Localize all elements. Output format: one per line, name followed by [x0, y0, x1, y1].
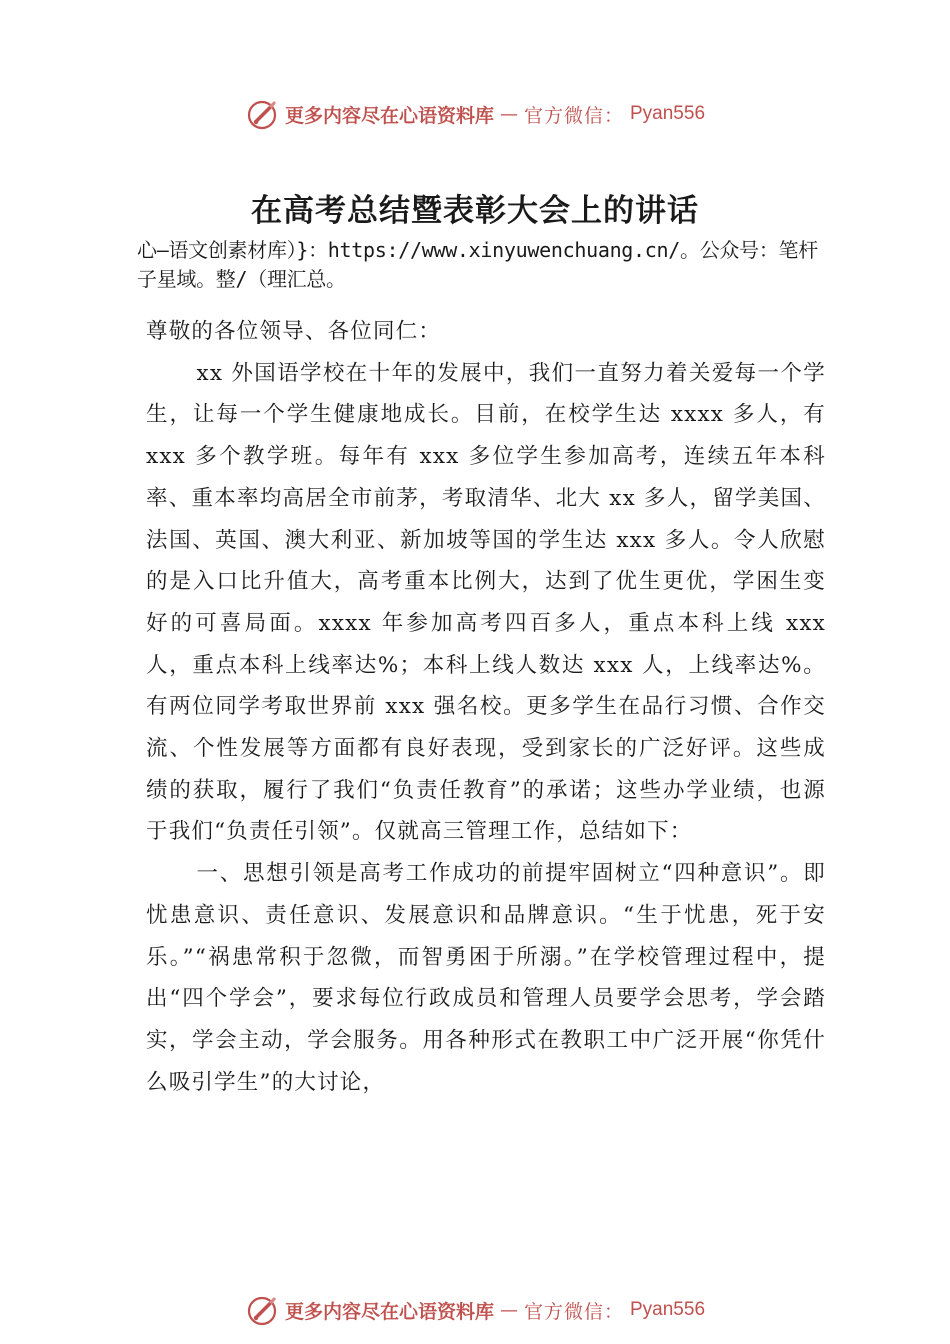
- paragraph: 一、思想引领是高考工作成功的前提牢固树立“四种意识”。即忧患意识、责任意识、发展意识和品牌意识。“生于忧患，死于安乐。”“祸患常积于忽微，而智勇困于所溺。”在学校管理过程中，提出“四个学会”，要求每位行政成员和管理人员要学会思考，学会踏实，学会主动，学会服务。用各种形式在教职工中广泛开展“你凭什么吸引学生”的大讨论，: [146, 861, 826, 1095]
- paragraph: xx 外国语学校在十年的发展中，我们一直努力着关爱每一个学生，让每一个学生健康地成长。目前，在校学生达 xxxx 多人，有 xxx 多个教学班。每年有 xxx 多位学生参加高考，连续五年本科率、重本率均高居全市前茅，考取清华、北大 xx 多人，留学美国、法国、英国、澳大利亚、新加坡等国的学生达 xxx 多人。令人欣慰的是入口比升值大，高考重本比例大，达到了优生更优，学困生变好的可喜局面。xxxx 年参加高考四百多人，重点本科上线 xxx 人，重点本科上线率达%；本科上线人数达 xxx 人，上线率达%。有两位同学考取世界前 xxx 强名校。更多学生在品行习惯、合作交流、个性发展等方面都有良好表现，受到家长的广泛好评。这些成绩的获取，履行了我们“负责任教育”的承诺；这些办学业绩，也源于我们“负责任引领”。仅就高三管理工作，总结如下：: [146, 360, 826, 845]
- banner-separator: —: [499, 1299, 518, 1321]
- salutation: 尊敬的各位领导、各位同仁：: [146, 319, 442, 344]
- document-title: 在高考总结暨表彰大会上的讲话: [251, 193, 699, 229]
- banner-wechat-account: Pyan556: [630, 1299, 706, 1320]
- banner-wechat-label: 官方微信：: [523, 1300, 624, 1323]
- brush-logo-icon: [245, 1293, 279, 1327]
- banner-separator: —: [499, 103, 518, 125]
- document-body: [146, 311, 826, 1103]
- banner-brand-text: 更多内容尽在心语资料库: [284, 1300, 494, 1323]
- banner-brand-text: 更多内容尽在心语资料库: [284, 104, 494, 127]
- banner-wechat-label: 官方微信：: [523, 104, 624, 127]
- header-banner: [0, 94, 950, 134]
- brush-logo-icon: [245, 97, 279, 131]
- source-line: 心—语文创素材库）}：https://www.xinyuwenchuang.cn/。公众号：笔杆子星域。整/（理汇总。: [137, 238, 818, 291]
- banner-wechat-account: Pyan556: [630, 103, 706, 124]
- footer-banner: [0, 1290, 950, 1330]
